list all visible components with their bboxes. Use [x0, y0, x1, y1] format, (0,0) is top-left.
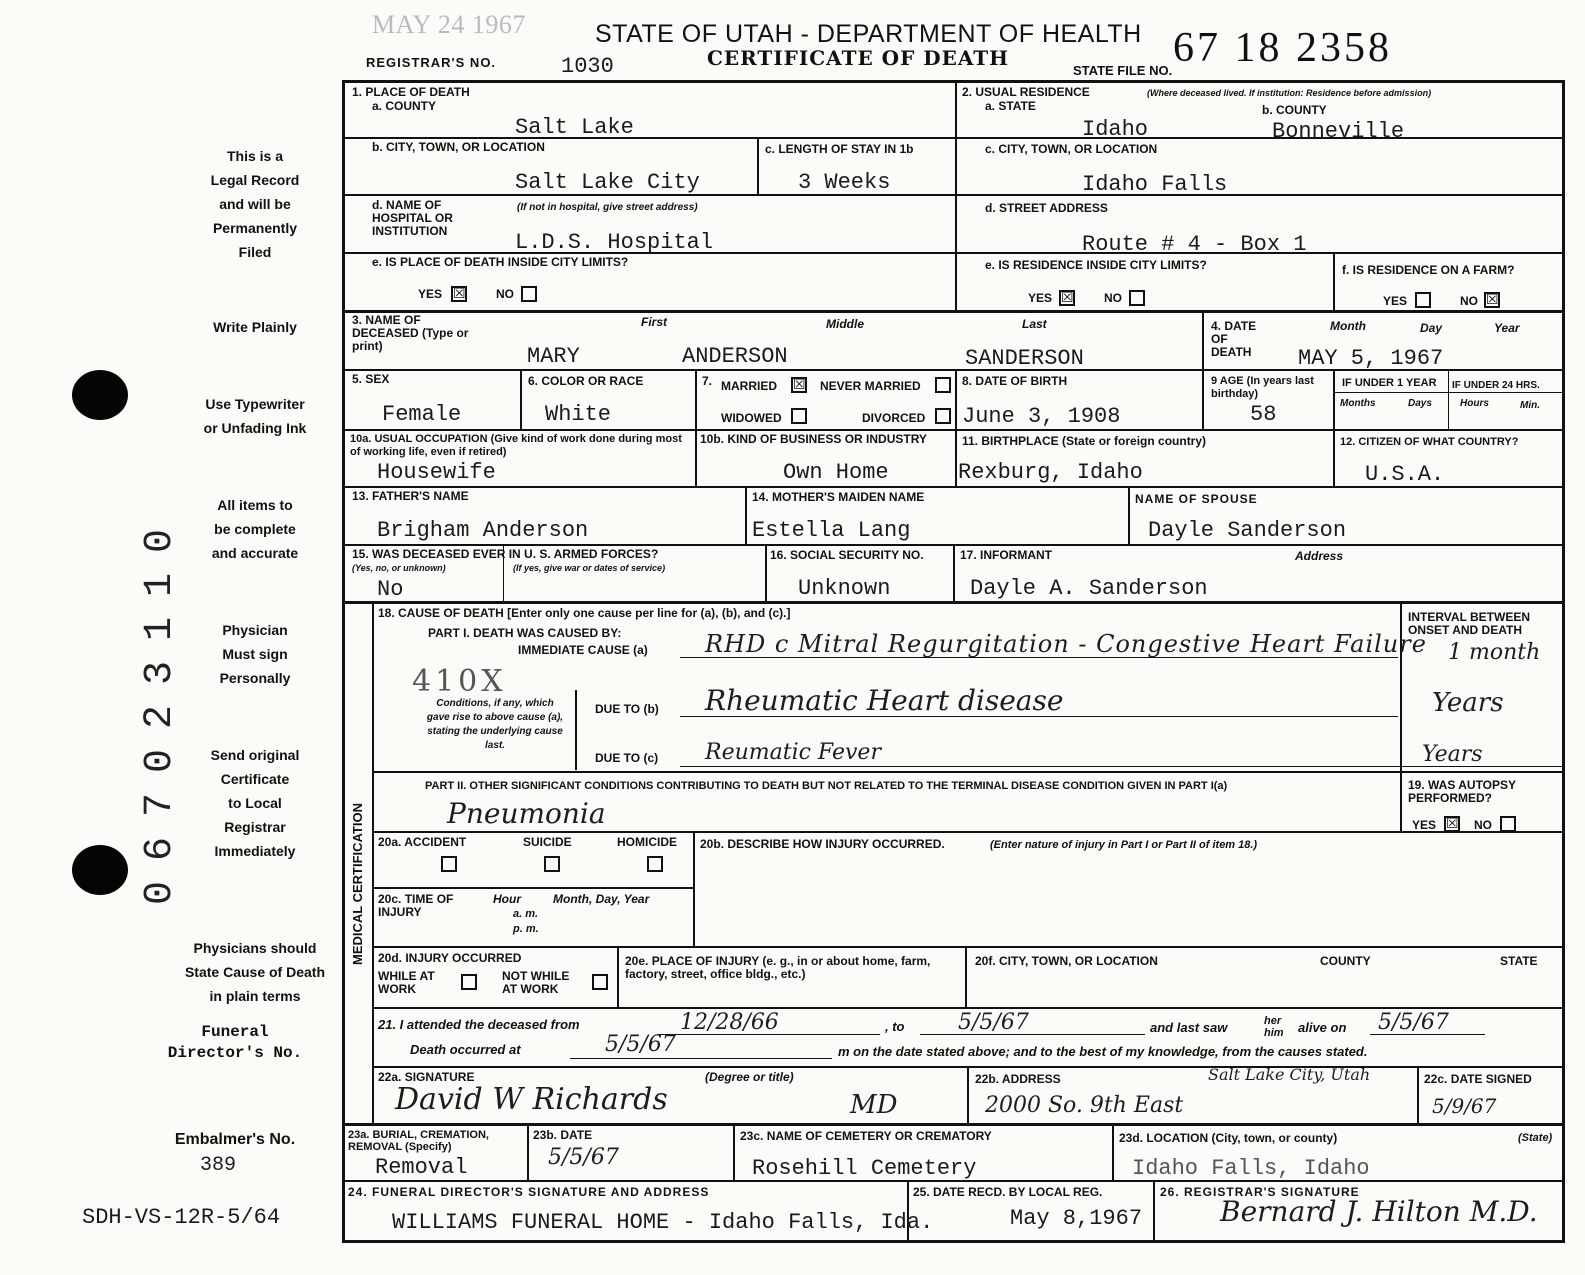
length-of-stay-label: c. LENGTH OF STAY IN 1b — [765, 142, 914, 156]
form-title: STATE OF UTAH - DEPARTMENT OF HEALTH — [595, 20, 1142, 48]
rule — [372, 1007, 1563, 1009]
armed-forces-label: 15. WAS DECEASED EVER IN U. S. ARMED FORCES? — [352, 547, 659, 561]
citizen-label: 12. CITIZEN OF WHAT COUNTRY? — [1340, 436, 1519, 448]
punch-hole-bottom — [72, 845, 128, 895]
ssn-value: Unknown — [798, 576, 891, 601]
injury-county-label: COUNTY — [1320, 954, 1371, 968]
injury-state-label: STATE — [1500, 954, 1538, 968]
state-label: a. STATE — [985, 99, 1036, 113]
date-of-death-label: 4. DATE OF DEATH — [1211, 319, 1257, 359]
spouse-label: NAME OF SPOUSE — [1135, 492, 1258, 506]
widowed-checkbox[interactable] — [791, 408, 807, 424]
not-while-label: NOT WHILE AT WORK — [502, 969, 570, 996]
usual-residence-note: (Where deceased lived. If institution: Residence before admission) — [1147, 88, 1432, 98]
sig-address-label: 22b. ADDRESS — [975, 1072, 1061, 1086]
place-of-death-label: 1. PLACE OF DEATH — [352, 85, 470, 99]
cause-b-value: Rheumatic Heart disease — [705, 684, 1064, 717]
cemetery-label: 23c. NAME OF CEMETERY OR CREMATORY — [740, 1129, 992, 1143]
res-city-label: c. CITY, TOWN, OR LOCATION — [985, 142, 1158, 156]
rule — [1417, 1067, 1419, 1124]
widowed-label: WIDOWED — [721, 411, 782, 425]
res-inside-no-checkbox[interactable] — [1129, 290, 1145, 306]
address-label: Address — [1295, 549, 1344, 563]
interval-b-value: Years — [1432, 688, 1504, 718]
res-county-label: b. COUNTY — [1262, 103, 1327, 117]
cemetery-value: Rosehill Cemetery — [752, 1156, 977, 1181]
degree-label: (Degree or title) — [705, 1070, 794, 1084]
time-of-injury-label: 20c. TIME OF INJURY — [378, 892, 454, 919]
write-plainly-note: Write Plainly — [213, 319, 297, 335]
ssn-label: 16. SOCIAL SECURITY NO. — [770, 548, 924, 562]
res-county-value: Bonneville — [1272, 119, 1405, 144]
sex-label: 5. SEX — [352, 372, 390, 386]
res-inside-city-label: e. IS RESIDENCE INSIDE CITY LIMITS? — [985, 258, 1207, 272]
due-b-label: DUE TO (b) — [595, 702, 659, 716]
rule — [765, 545, 767, 602]
injury-city-label: 20f. CITY, TOWN, OR LOCATION — [975, 954, 1158, 968]
vertical-serial-number: 067023110 — [138, 508, 183, 905]
father-value: Brigham Anderson — [377, 518, 589, 543]
cause-label: 18. CAUSE OF DEATH [Enter only one cause per line for (a), (b), and (c).] — [378, 606, 791, 620]
rule — [695, 370, 697, 487]
mother-value: Estella Lang — [752, 518, 911, 543]
farm-no-checkbox[interactable]: ☒ — [1486, 292, 1499, 308]
spouse-value: Dayle Sanderson — [1148, 518, 1347, 543]
rule — [527, 1124, 529, 1181]
certificate-heading: CERTIFICATE OF DEATH — [707, 46, 1010, 70]
accident-label: 20a. ACCIDENT — [378, 835, 467, 849]
divorced-checkbox[interactable] — [935, 408, 951, 424]
armed-note-2: (If yes, give war or dates of service) — [513, 563, 666, 573]
year-label: Year — [1494, 321, 1520, 335]
signature-label: 22a. SIGNATURE — [378, 1070, 475, 1084]
interval-label: INTERVAL BETWEEN ONSET AND DEATH — [1408, 610, 1531, 637]
complete-note: All items to be complete and accurate — [211, 497, 299, 561]
rule — [1335, 392, 1563, 393]
registrar-label: REGISTRAR'S NO. — [366, 55, 497, 70]
armed-value: No — [377, 577, 404, 602]
under-24-label: IF UNDER 24 HRS. — [1452, 380, 1540, 391]
name-label: 3. NAME OF DECEASED (Type or print) — [352, 313, 469, 353]
middle-name-value: ANDERSON — [682, 344, 788, 369]
burial-date-label: 23b. DATE — [533, 1128, 593, 1142]
inside-city-yes-label: YES — [418, 287, 443, 301]
location-value: Idaho Falls, Idaho — [1132, 1156, 1370, 1181]
cause-c-value: Reumatic Fever — [705, 740, 881, 765]
autopsy-yes-checkbox[interactable]: ☒ — [1446, 816, 1459, 832]
rule — [1333, 370, 1335, 487]
rule — [953, 545, 955, 602]
rule — [1333, 253, 1335, 311]
months-label: Months — [1340, 398, 1376, 409]
rule — [1448, 371, 1449, 430]
race-value: White — [545, 402, 612, 427]
autopsy-no-checkbox[interactable] — [1500, 816, 1516, 832]
armed-note-1: (Yes, no, or unknown) — [352, 563, 446, 573]
length-of-stay-value: 3 Weeks — [798, 170, 891, 195]
rule — [1112, 1124, 1114, 1181]
legal-record-note: This is a Legal Record and will be Permanently Filed — [210, 148, 300, 260]
state-file-number: 67 18 2358 — [1173, 25, 1392, 71]
county-label: a. COUNTY — [372, 99, 437, 113]
street-address-label: d. STREET ADDRESS — [985, 201, 1108, 215]
interval-a-value: 1 month — [1448, 640, 1541, 665]
due-c-label: DUE TO (c) — [595, 751, 659, 765]
rule — [617, 947, 619, 1007]
not-while-checkbox[interactable] — [592, 974, 608, 990]
res-state-value: Idaho — [1082, 117, 1149, 142]
father-label: 13. FATHER'S NAME — [352, 489, 469, 503]
her-him-label: her him — [1264, 1015, 1284, 1039]
rule — [757, 138, 759, 195]
rule — [520, 370, 522, 430]
rule — [345, 310, 1563, 313]
hours-label: Hours — [1460, 398, 1489, 409]
hour-label: Hour — [493, 892, 521, 906]
dob-label: 8. DATE OF BIRTH — [962, 374, 1068, 388]
res-city-value: Idaho Falls — [1082, 172, 1228, 197]
rule — [372, 887, 693, 889]
last-label: Last — [1022, 317, 1047, 331]
rule — [955, 370, 957, 487]
date-signed-label: 22c. DATE SIGNED — [1424, 1072, 1532, 1086]
divorced-label: DIVORCED — [862, 411, 926, 425]
date-recd-value: May 8,1967 — [1010, 1206, 1143, 1231]
hospital-note: (If not in hospital, give street address) — [517, 202, 698, 213]
part1-label: PART I. DEATH WAS CAUSED BY: — [428, 626, 622, 640]
typewriter-note: Use Typewriter or Unfading Ink — [203, 396, 307, 436]
rule — [920, 1034, 1145, 1035]
hospital-value: L.D.S. Hospital — [515, 230, 714, 255]
registrar-number: 1030 — [561, 54, 614, 79]
informant-label: 17. INFORMANT — [960, 548, 1053, 562]
rule — [967, 1067, 969, 1124]
occurred-at-label: Death occurred at — [410, 1042, 521, 1057]
last-saw-value: 5/5/67 — [1378, 1010, 1449, 1035]
while-at-work-label: WHILE AT WORK — [378, 969, 435, 996]
send-original-note: Send original Certificate to Local Registrar Immediately — [210, 747, 300, 859]
physician-note: Physician Must sign Personally — [219, 622, 291, 686]
res-inside-yes-label: YES — [1028, 291, 1053, 305]
rule — [372, 831, 1563, 833]
injury-occurred-label: 20d. INJURY OCCURRED — [378, 951, 522, 965]
rule — [372, 771, 1563, 773]
never-married-label: NEVER MARRIED — [820, 379, 921, 393]
to-label: , to — [885, 1019, 905, 1034]
usual-residence-label: 2. USUAL RESIDENCE — [962, 85, 1090, 99]
first-label: First — [641, 315, 668, 329]
funeral-home-value: WILLIAMS FUNERAL HOME - Idaho Falls, Ida. — [392, 1210, 934, 1235]
rule — [372, 946, 1563, 948]
farm-yes-label: YES — [1383, 294, 1408, 308]
street-address-value: Route # 4 - Box 1 — [1082, 232, 1307, 257]
farm-no-label: NO — [1460, 294, 1478, 308]
while-at-work-checkbox[interactable] — [461, 974, 477, 990]
occupation-value: Housewife — [377, 460, 496, 485]
middle-label: Middle — [826, 317, 864, 331]
mother-label: 14. MOTHER'S MAIDEN NAME — [752, 490, 925, 504]
physician-signature: David W Richards — [395, 1082, 668, 1117]
mdy-label: Month, Day, Year — [553, 892, 650, 906]
interval-c-value: Years — [1422, 742, 1483, 767]
embalmer-number: 389 — [200, 1154, 237, 1177]
immediate-label: IMMEDIATE CAUSE (a) — [518, 643, 648, 657]
min-label: Min. — [1520, 400, 1540, 411]
attended-to-value: 5/5/67 — [958, 1010, 1029, 1035]
homicide-checkbox[interactable] — [647, 856, 663, 872]
inside-city-label: e. IS PLACE OF DEATH INSIDE CITY LIMITS? — [372, 255, 629, 269]
burial-date-value: 5/5/67 — [548, 1145, 619, 1170]
autopsy-label: 19. WAS AUTOPSY PERFORMED? — [1408, 778, 1516, 805]
rule — [733, 1124, 735, 1181]
registrar-signature: Bernard J. Hilton M.D. — [1220, 1195, 1538, 1228]
race-label: 6. COLOR OR RACE — [528, 374, 644, 388]
attended-from-value: 12/28/66 — [680, 1010, 779, 1035]
location-label: 23d. LOCATION (City, town, or county) — [1119, 1131, 1338, 1145]
age-value: 58 — [1250, 402, 1277, 427]
rule — [693, 832, 695, 948]
form-number: SDH-VS-12R-5/64 — [82, 1205, 281, 1230]
funeral-director-note: Funeral Director's No. — [167, 1023, 303, 1062]
medical-certification-label: MEDICAL CERTIFICATION — [350, 802, 365, 965]
res-inside-no-label: NO — [1104, 291, 1122, 305]
days-label: Days — [1408, 398, 1432, 409]
citizen-value: U.S.A. — [1365, 462, 1445, 487]
rule — [575, 690, 577, 770]
injury-how-note: (Enter nature of injury in Part I or Part II of item 18.) — [990, 839, 1258, 851]
rule — [372, 603, 374, 1125]
cause-note: Physicians should State Cause of Death in plain terms — [184, 940, 326, 1004]
physician-degree: MD — [850, 1090, 898, 1120]
sig-city-value: Salt Lake City, Utah — [1208, 1065, 1371, 1084]
rule — [1202, 312, 1204, 430]
date-recd-label: 25. DATE RECD. BY LOCAL REG. — [913, 1185, 1103, 1199]
first-name-value: MARY — [527, 344, 580, 369]
inside-city-no-label: NO — [496, 287, 514, 301]
city-value: Salt Lake City — [515, 170, 700, 195]
birthplace-value: Rexburg, Idaho — [958, 460, 1143, 485]
autopsy-yes-label: YES — [1412, 818, 1437, 832]
business-value: Own Home — [783, 460, 889, 485]
rule — [965, 947, 967, 1007]
day-label: Day — [1420, 321, 1443, 335]
dob-value: June 3, 1908 — [962, 404, 1121, 429]
never-married-checkbox[interactable] — [935, 377, 951, 393]
rule — [1153, 1181, 1155, 1241]
received-stamp: MAY 24 1967 — [372, 10, 526, 39]
farm-yes-checkbox[interactable] — [1415, 292, 1431, 308]
cause-a-value: RHD c Mitral Regurgitation - Congestive Heart Failure — [705, 630, 1427, 658]
burial-label: 23a. BURIAL, CREMATION, REMOVAL (Specify) — [348, 1129, 489, 1153]
rule — [955, 82, 957, 311]
married-label: MARRIED — [721, 379, 777, 393]
state-file-label: STATE FILE NO. — [1073, 63, 1173, 78]
hospital-label: d. NAME OF HOSPITAL OR INSTITUTION — [372, 198, 453, 238]
cause-code: 410X — [412, 664, 507, 699]
occurred-at-value: 5/5/67 — [605, 1032, 676, 1057]
rule — [1128, 487, 1130, 545]
suicide-checkbox[interactable] — [544, 856, 560, 872]
inside-city-no-checkbox[interactable] — [521, 286, 537, 302]
part2-label: PART II. OTHER SIGNIFICANT CONDITIONS CONTRIBUTING TO DEATH BUT NOT RELATED TO THE TERMINAL DISEASE CONDITION GIVEN IN PART I(a) — [425, 780, 1228, 792]
burial-value: Removal — [375, 1155, 468, 1180]
age-label: 9 AGE (In years last birthday) — [1211, 375, 1314, 400]
farm-label: f. IS RESIDENCE ON A FARM? — [1342, 263, 1515, 277]
married-checkbox[interactable]: ☒ — [793, 377, 806, 393]
punch-hole-top — [72, 370, 128, 420]
county-value: Salt Lake — [515, 115, 634, 140]
date-signed-value: 5/9/67 — [1432, 1094, 1497, 1118]
rule — [570, 1058, 832, 1059]
birthplace-label: 11. BIRTHPLACE (State or foreign country) — [962, 434, 1207, 448]
res-inside-yes-checkbox[interactable]: ☒ — [1061, 290, 1074, 306]
place-of-injury-label: 20e. PLACE OF INJURY (e. g., in or about home, farm, factory, street, office bldg., etc.) — [625, 954, 931, 981]
rule — [745, 487, 747, 545]
part2-value: Pneumonia — [447, 797, 606, 830]
alive-on-label: alive on — [1298, 1020, 1347, 1035]
suicide-label: SUICIDE — [523, 835, 572, 849]
registrar-sig-label: 26. REGISTRAR'S SIGNATURE — [1160, 1185, 1360, 1199]
am-pm-label: a. m. p. m. — [513, 908, 539, 935]
marital-number: 7. — [702, 374, 713, 388]
embalmer-label: Embalmer's No. — [174, 1131, 296, 1148]
attended-label: 21. I attended the deceased from — [378, 1017, 580, 1032]
city-label: b. CITY, TOWN, OR LOCATION — [372, 140, 545, 154]
funeral-sig-label: 24. FUNERAL DIRECTOR'S SIGNATURE AND ADDRESS — [348, 1185, 710, 1199]
homicide-label: HOMICIDE — [617, 835, 677, 849]
state-paren-label: (State) — [1518, 1132, 1553, 1144]
last-saw-label: and last saw — [1150, 1020, 1228, 1035]
under-1-year-label: IF UNDER 1 YEAR — [1342, 377, 1437, 389]
stated-label: m on the date stated above; and to the best of my knowledge, from the causes stated. — [838, 1044, 1368, 1059]
occupation-label: 10a. USUAL OCCUPATION (Give kind of work done during most of working life, even if retired) — [350, 433, 682, 458]
month-label: Month — [1330, 319, 1366, 333]
inside-city-yes-checkbox[interactable]: ☒ — [453, 286, 466, 302]
accident-checkbox[interactable] — [441, 856, 457, 872]
conditions-note: Conditions, if any, which gave rise to above cause (a), stating the underlying cause last. — [426, 698, 564, 751]
informant-value: Dayle A. Sanderson — [970, 576, 1208, 601]
sex-value: Female — [382, 402, 462, 427]
rule — [345, 429, 1563, 431]
autopsy-no-label: NO — [1474, 818, 1492, 832]
injury-how-label: 20b. DESCRIBE HOW INJURY OCCURRED. — [700, 837, 945, 851]
last-name-value: SANDERSON — [965, 346, 1084, 371]
business-label: 10b. KIND OF BUSINESS OR INDUSTRY — [700, 432, 927, 446]
date-of-death-value: MAY 5, 1967 — [1298, 346, 1444, 371]
sig-address-value: 2000 So. 9th East — [985, 1093, 1184, 1118]
